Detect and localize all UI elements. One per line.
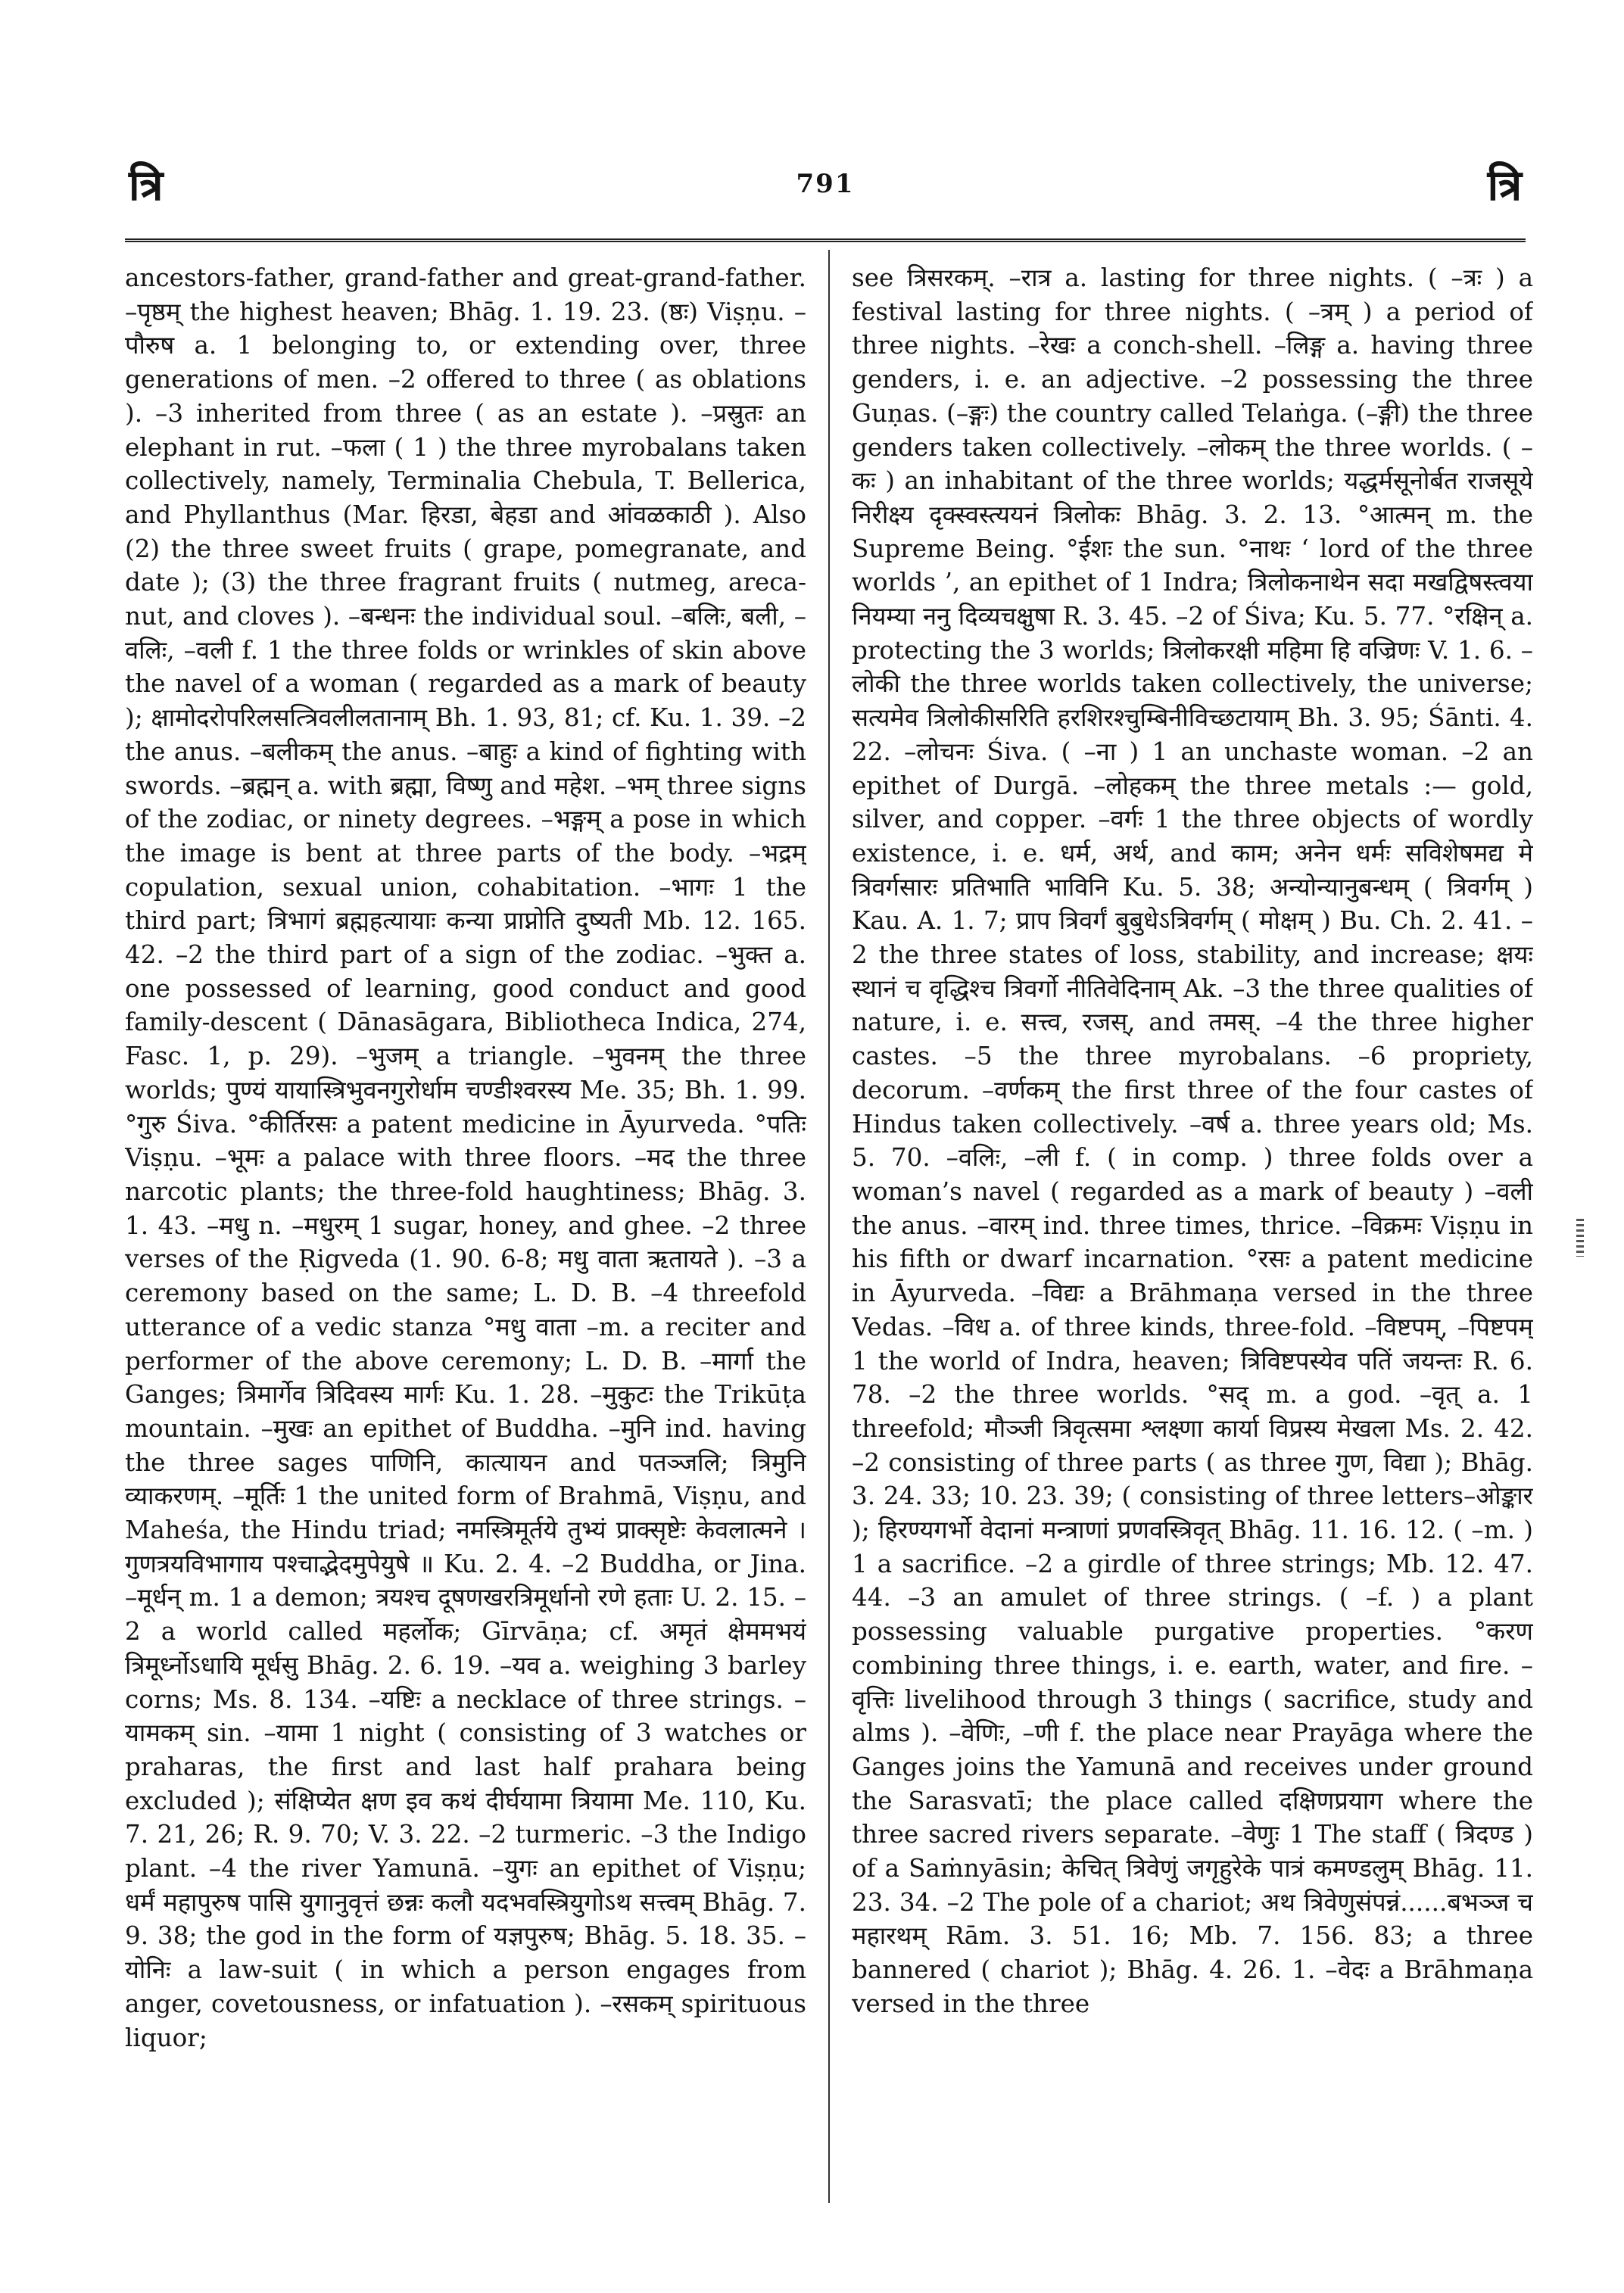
right-column xyxy=(852,261,1533,2199)
page-number: 791 xyxy=(796,169,855,199)
right-column-text: see त्रिसरकम्. –रात्र a. lasting for three nights. ( –त्रः ) a festival lasting for three nights. ( –त्रम् ) a period of three nights. –रेखः a conch-shell. –लिङ्ग a. having three genders, i. e. an adjective. –2 possessing the three Guṇas. (–ङ्गः) the country called Telaṅga. (–ङ्गी) the three genders taken collectively. –लोकम् the three worlds. ( –कः ) an inhabitant of the three worlds; यद्धर्मसूनोर्बत राजसूये निरीक्ष्य दृक्स्वस्त्ययनं त्रिलोकः Bhāg. 3. 2. 13. °आत्मन् m. the Supreme Being. °ईशः the sun. °नाथः ‘ lord of the three worlds ’, an epithet of 1 Indra; त्रिलोकनाथेन सदा मखद्विषस्त्वया नियम्या ननु दिव्यचक्षुषा R. 3. 45. –2 of Śiva; Ku. 5. 77. °रक्षिन् a. protecting the 3 worlds; त्रिलोकरक्षी महिमा हि वज्रिणः V. 1. 6. –लोकी the three worlds taken collectively, the universe; सत्यमेव त्रिलोकीसरिति हरशिरश्चुम्बिनीविच्छटायाम् Bh. 3. 95; Śānti. 4. 22. –लोचनः Śiva. ( –ना ) 1 an unchaste woman. –2 an epithet of Durgā. –लोहकम् the three metals :— gold, silver, and copper. –वर्गः 1 the three objects of wordly existence, i. e. धर्म, अर्थ, and काम; अनेन धर्मः सविशेषमद्य मे त्रिवर्गसारः प्रतिभाति भाविनि Ku. 5. 38; अन्योन्यानुबन्धम् ( त्रिवर्गम् ) Kau. A. 1. 7; प्राप त्रिवर्गं बुबुधेऽत्रिवर्गम् ( मोक्षम् ) Bu. Ch. 2. 41. –2 the three states of loss, stability, and increase; क्षयः स्थानं च वृद्धिश्च त्रिवर्गो नीतिवेदिनाम् Ak. –3 the three qualities of nature, i. e. सत्त्व, रजस्, and तमस्. –4 the three higher castes. –5 the three myrobalans. –6 propriety, decorum. –वर्णकम् the first three of the four castes of Hindus taken collectively. –वर्ष a. three years old; Ms. 5. 70. –वलिः, –ली f. ( in comp. ) three folds over a woman’s navel ( regarded as a mark of beauty ) –वली the anus. –वारम् ind. three times, thrice. –विक्रमः Viṣṇu in his fifth or dwarf incarnation. °रसः a patent medicine in Āyurveda. –विद्यः a Brāhmaṇa versed in the three Vedas. –विध a. of three kinds, three-fold. –विष्टपम्, –पिष्टपम् 1 the world of Indra, heaven; त्रिविष्टपस्येव पतिं जयन्तः R. 6. 78. –2 the three worlds. °सद् m. a god. –वृत् a. 1 threefold; मौञ्जी त्रिवृत्समा श्लक्ष्णा कार्या विप्रस्य मेखला Ms. 2. 42. –2 consisting of three parts ( as three गुण, विद्या ); Bhāg. 3. 24. 33; 10. 23. 39; ( consisting of three letters–ओङ्कार ); हिरण्यगर्भो वेदानां मन्त्राणां प्रणवस्त्रिवृत् Bhāg. 11. 16. 12. ( –m. ) 1 a sacrifice. –2 a girdle of three strings; Mb. 12. 47. 44. –3 an amulet of three strings. ( –f. ) a plant possessing valuable purgative properties. °करण combining three things, i. e. earth, water, and fire. –वृत्तिः livelihood through 3 things ( sacrifice, study and alms ). –वेणिः, –णी f. the place near Prayāga where the Ganges joins the Yamunā and receives under ground the Sarasvatī; the place called दक्षिणप्रयाग where the three sacred rivers separate. –वेणुः 1 The staff ( त्रिदण्ड ) of a Saṁnyāsin; केचित् त्रिवेणुं जगृहुरेके पात्रं कमण्डलुम् Bhāg. 11. 23. 34. –2 The pole of a chariot; अथ त्रिवेणुसंपन्नं......बभञ्ज च महारथम् Rām. 3. 51. 16; Mb. 7. 156. 83; a three bannered ( chariot ); Bhāg. 4. 26. 1. –वेदः a Brāhmaṇa versed in the three xyxy=(852,263,1533,2018)
column-divider xyxy=(828,250,830,2203)
left-column-text: ancestors-father, grand-father and great-grand-father. –पृष्ठम् the highest heaven; Bhāg. 1. 19. 23. (ष्ठः) Viṣṇu. –पौरुष a. 1 belonging to, or extending over, three generations of men. –2 offered to three ( as oblations ). –3 inherited from three ( as an estate ). –प्रस्रुतः an elephant in rut. –फला ( 1 ) the three myrobalans taken collectively, namely, Terminalia Chebula, T. Bellerica, and Phyllanthus (Mar. हिरडा, बेहडा and आंवळकाठी ). Also (2) the three sweet fruits ( grape, pomegranate, and date ); (3) the three fragrant fruits ( nutmeg, areca-nut, and cloves ). –बन्धनः the individual soul. –बलिः, बली, –वलिः, –वली f. 1 the three folds or wrinkles of skin above the navel of a woman ( regarded as a mark of beauty ); क्षामोदरोपरिलसत्त्रिवलीलतानाम् Bh. 1. 93, 81; cf. Ku. 1. 39. –2 the anus. –बलीकम् the anus. –बाहुः a kind of fighting with swords. –ब्रह्मन् a. with ब्रह्मा, विष्णु and महेश. –भम् three signs of the zodiac, or ninety degrees. –भङ्गम् a pose in which the image is bent at three parts of the body. –भद्रम् copulation, sexual union, cohabitation. –भागः 1 the third part; त्रिभागं ब्रह्महत्यायाः कन्या प्राप्नोति दुष्यती Mb. 12. 165. 42. –2 the third part of a sign of the zodiac. –भुक्त a. one possessed of learning, good conduct and good family-descent ( Dānasāgara, Bibliotheca Indica, 274, Fasc. 1, p. 29). –भुजम् a triangle. –भुवनम् the three worlds; पुण्यं यायास्त्रिभुवनगुरोर्धाम चण्डीश्वरस्य Me. 35; Bh. 1. 99. °गुरु Śiva. °कीर्तिरसः a patent medicine in Āyurveda. °पतिः Viṣṇu. –भूमः a palace with three floors. –मद the three narcotic plants; the three-fold haughtiness; Bhāg. 3. 1. 43. –मधु n. –मधुरम् 1 sugar, honey, and ghee. –2 three verses of the Ṛigveda (1. 90. 6-8; मधु वाता ऋतायते ). –3 a ceremony based on the same; L. D. B. –4 threefold utterance of a vedic stanza °मधु वाता –m. a reciter and performer of the above ceremony; L. D. B. –मार्गा the Ganges; त्रिमार्गेव त्रिदिवस्य मार्गः Ku. 1. 28. –मुकुटः the Trikūṭa mountain. –मुखः an epithet of Buddha. –मुनि ind. having the three sages पाणिनि, कात्यायन and पतञ्जलि; त्रिमुनि व्याकरणम्. –मूर्तिः 1 the united form of Brahmā, Viṣṇu, and Maheśa, the Hindu triad; नमस्त्रिमूर्तये तुभ्यं प्राक्सृष्टेः केवलात्मने । गुणत्रयविभागाय पश्चाद्भेदमुपेयुषे ॥ Ku. 2. 4. –2 Buddha, or Jina. –मूर्धन् m. 1 a demon; त्रयश्च दूषणखरत्रिमूर्धानो रणे हताः U. 2. 15. –2 a world called महर्लोक; Gīrvāṇa; cf. अमृतं क्षेममभयं त्रिमूर्ध्नोऽधायि मूर्धसु Bhāg. 2. 6. 19. –यव a. weighing 3 barley corns; Ms. 8. 134. –यष्टिः a necklace of three strings. –यामकम् sin. –यामा 1 night ( consisting of 3 watches or praharas, the first and last half prahara being excluded ); संक्षिप्येत क्षण इव कथं दीर्घयामा त्रियामा Me. 110, Ku. 7. 21, 26; R. 9. 70; V. 3. 22. –2 turmeric. –3 the Indigo plant. –4 the river Yamunā. –युगः an epithet of Viṣṇu; धर्मं महापुरुष पासि युगानुवृत्तं छन्नः कलौ यदभवस्त्रियुगोऽथ सत्त्वम् Bhāg. 7. 9. 38; the god in the form of यज्ञपुरुष; Bhāg. 5. 18. 35. –योनिः a law-suit ( in which a person engages from anger, covetousness, or infatuation ). –रसकम् spirituous liquor; xyxy=(125,263,806,2052)
running-headword-right: त्रि xyxy=(1487,160,1522,210)
page-header xyxy=(129,155,1522,223)
running-headword-left: त्रि xyxy=(129,160,164,210)
header-rule xyxy=(125,238,1526,242)
margin-mark xyxy=(1576,1219,1584,1257)
left-column xyxy=(125,261,806,2199)
